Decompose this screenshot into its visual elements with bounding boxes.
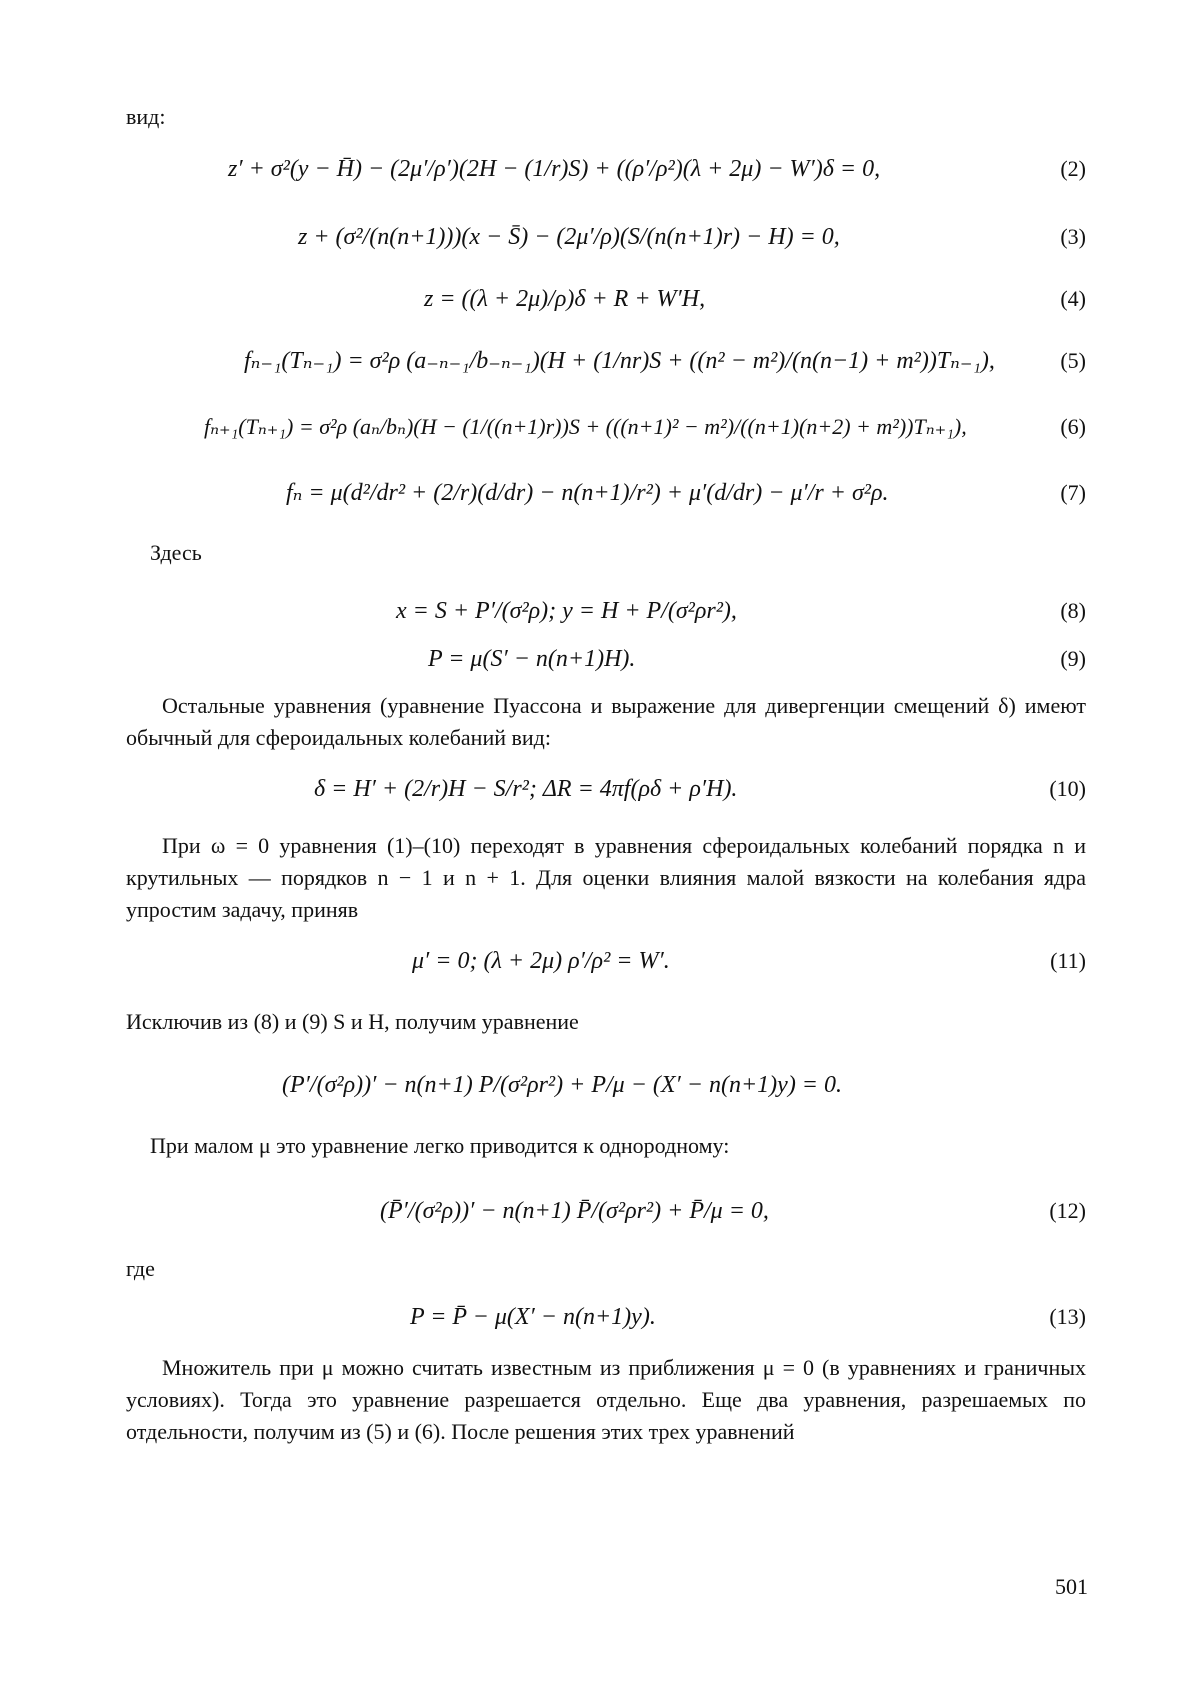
here-word: Здесь — [150, 540, 202, 565]
equation-5: fₙ₋₁(Tₙ₋₁) = σ²ρ (a₋ₙ₋₁/b₋ₙ₋₁)(H + (1/nr)S + ((n² − m²)/(n(n−1) + m²))Tₙ₋₁), — [244, 348, 995, 374]
equation-10: δ = H′ + (2/r)H − S/r²; ΔR = 4πf(ρδ + ρ′H). — [314, 776, 738, 802]
equation-11: μ′ = 0; (λ + 2μ) ρ′/ρ² = W′. — [412, 948, 670, 974]
equation-number-6: (6) — [1060, 414, 1086, 439]
equation-number-5: (5) — [1060, 348, 1086, 373]
equation-number-13: (13) — [1049, 1304, 1086, 1329]
equation-number-4: (4) — [1060, 286, 1086, 311]
equation-3: z + (σ²/(n(n+1)))(x − S̄) − (2μ′/ρ)(S/(n(n+1)r) − H) = 0, — [298, 224, 840, 250]
equation-number-8: (8) — [1060, 598, 1086, 623]
equation-number-2: (2) — [1060, 156, 1086, 181]
paragraph-eliminate: Исключив из (8) и (9) S и H, получим уравнение — [126, 1009, 579, 1034]
equation-number-12: (12) — [1049, 1198, 1086, 1223]
paragraph-small-mu: При малом μ это уравнение легко приводится к однородному: — [150, 1133, 730, 1158]
intro-word: вид: — [126, 104, 166, 129]
paragraph-poisson: Остальные уравнения (уравнение Пуассона и выражение для дивергенции смещений δ) имеют обычный для сфероидальных колебаний вид: — [126, 693, 1086, 750]
equation-2: z′ + σ²(y − H̄) − (2μ′/ρ′)(2H − (1/r)S) + ((ρ′/ρ²)(λ + 2μ) − W′)δ = 0, — [228, 156, 881, 182]
paragraph-multiplier: Множитель при μ можно считать известным из приближения μ = 0 (в уравнениях и граничных условиях). Тогда это уравнение разрешается отдельно. Еще два уравнения, разрешаемых по отдельности, получим из (5) и (6). После решения этих трех уравнений — [126, 1355, 1086, 1444]
equation-6: fₙ₊₁(Tₙ₊₁) = σ²ρ (aₙ/bₙ)(H − (1/((n+1)r))S + (((n+1)² − m²)/((n+1)(n+2) + m²))Tₙ₊₁), — [204, 414, 967, 439]
equation-9: P = μ(S′ − n(n+1)H). — [428, 646, 636, 672]
equation-unnumbered: (P′/(σ²ρ))′ − n(n+1) P/(σ²ρr²) + P/μ − (X′ − n(n+1)y) = 0. — [282, 1072, 843, 1098]
equation-number-7: (7) — [1060, 480, 1086, 505]
equation-number-11: (11) — [1050, 948, 1086, 973]
equation-13: P = P̄ − μ(X′ − n(n+1)y). — [410, 1304, 656, 1330]
where-word: где — [126, 1256, 155, 1281]
page-number: 501 — [1055, 1574, 1088, 1599]
equation-number-9: (9) — [1060, 646, 1086, 671]
equation-number-3: (3) — [1060, 224, 1086, 249]
equation-4: z = ((λ + 2μ)/ρ)δ + R + W′H, — [424, 286, 706, 312]
paragraph-omega-zero: При ω = 0 уравнения (1)–(10) переходят в уравнения сфероидальных колебаний порядка n и крутильных — порядков n − 1 и n + 1. Для оценки влияния малой вязкости на колебания ядра упростим задачу, приняв — [126, 833, 1086, 922]
equation-12: (P̄′/(σ²ρ))′ − n(n+1) P̄/(σ²ρr²) + P̄/μ = 0, — [380, 1198, 769, 1224]
equation-7: fₙ = μ(d²/dr² + (2/r)(d/dr) − n(n+1)/r²) + μ′(d/dr) − μ′/r + σ²ρ. — [286, 480, 889, 506]
equation-8: x = S + P′/(σ²ρ); y = H + P/(σ²ρr²), — [396, 598, 737, 624]
equation-number-10: (10) — [1049, 776, 1086, 801]
